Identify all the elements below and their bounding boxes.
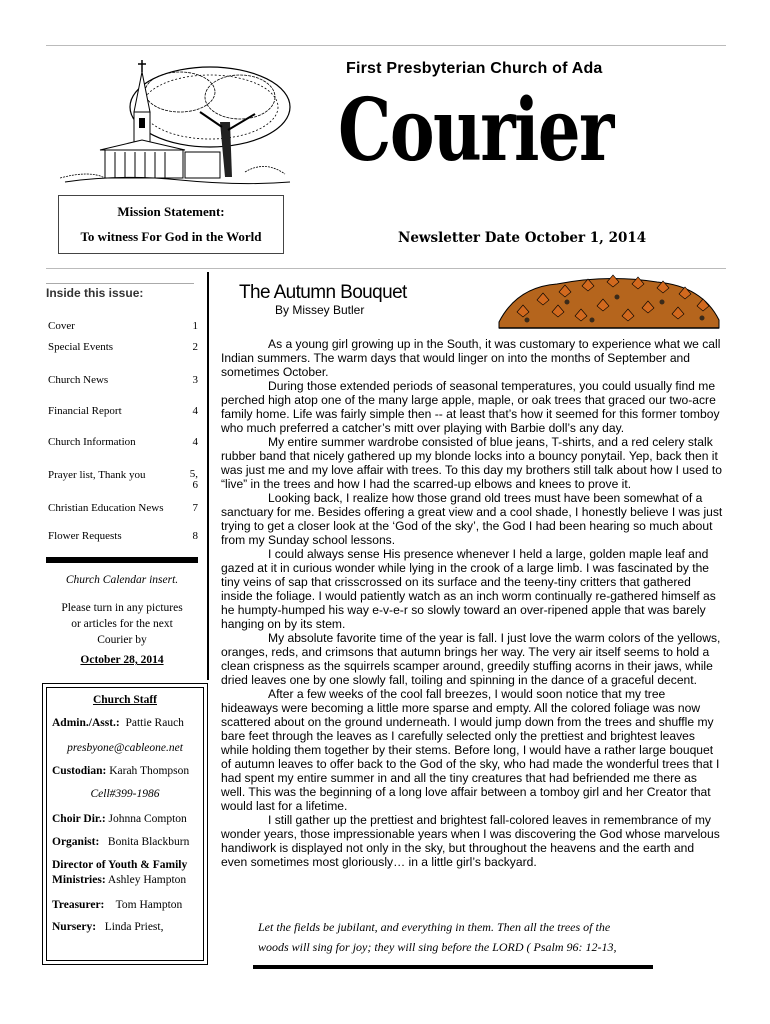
column-divider xyxy=(207,272,209,680)
toc-title: Special Events xyxy=(48,341,114,353)
toc-title: Financial Report xyxy=(48,405,122,417)
toc-title: Cover xyxy=(48,320,75,332)
toc-item xyxy=(48,502,198,514)
toc-page: 2 xyxy=(192,341,198,353)
scripture-line: Let the fields be jubilant, and everything in them. Then all the trees of the xyxy=(258,920,611,934)
staff-name: Linda Priest, xyxy=(104,921,164,933)
toc-page: 7 xyxy=(192,502,198,514)
church-illustration-icon xyxy=(60,52,295,192)
article-paragraph: As a young girl growing up in the South, it was customary to experience what we call Indian summers. The warm days that would linger on into the months of September and sometimes October. xyxy=(221,337,721,379)
staff-name: Pattie Rauch xyxy=(125,717,184,729)
staff-name: Tom Hampton xyxy=(115,899,183,911)
bottom-rule xyxy=(253,965,653,969)
staff-role-label: Admin./Asst.: xyxy=(52,717,120,729)
article-paragraph: My absolute favorite time of the year is fall. I just love the warm colors of the yellows, oranges, reds, and crimsons that autumn brings her way. The very air itself seems to hold a clean crispness as the squirrels scamper around, greedily stuffing acorns in their jaws, while dried leaves one by one slowly fall, toiling and spinning in the dance of a graceful decent. xyxy=(221,631,721,687)
autumn-leaves-icon xyxy=(497,272,722,330)
toc-item xyxy=(48,320,198,332)
toc-page: 5, 6 xyxy=(189,468,198,491)
toc-page: 3 xyxy=(192,374,198,386)
article-paragraph: During those extended periods of seasonal temperatures, you could usually find me perched high atop one of the many large apple, maple, or oak trees that graced our two-acre family home. Life was fairly simple then -- at least that’s how it seemed for this former tomboy who much preferred a catcher’s mitt over playing with Barbie doll’s any day. xyxy=(221,379,720,435)
sidebar-notes xyxy=(46,572,198,668)
toc-item xyxy=(48,341,198,353)
staff-email: presbyone@cableone.net xyxy=(67,742,183,754)
scripture-line: woods will sing for joy; they will sing before the LORD ( Psalm 96: 12-13, xyxy=(258,940,617,954)
masthead-rule xyxy=(46,268,726,269)
toc-page: 4 xyxy=(192,436,198,448)
article-body xyxy=(221,337,723,869)
toc-page: 1 xyxy=(192,320,198,332)
staff-role-label: Ministries: xyxy=(52,874,106,886)
staff-role-label: Custodian: xyxy=(52,765,107,777)
article-title: The Autumn Bouquet xyxy=(239,282,407,303)
staff-name: Bonita Blackburn xyxy=(107,836,190,848)
toc-title: Flower Requests xyxy=(48,530,122,542)
mission-heading: Mission Statement: xyxy=(117,204,225,219)
article-paragraph: I still gather up the prettiest and brightest fall-colored leaves in remembrance of my wonder years, those impressionable years when I was discovering the God whose marvelous handiwork is displayed not only in the sky, but throughout the heavens and the earth and even sometimes most gloriously… in a little girl’s backyard. xyxy=(221,813,720,869)
article-paragraph: My entire summer wardrobe consisted of blue jeans, T-shirts, and a red celery stalk rubber band that nicely gathered up my blonde locks into a bouncy ponytail. Yep, back then it was just me and my love affair with trees. To this day my brothers still talk about how I used to “live” in the trees and how I had the scarred-up elbows and knees to prove it. xyxy=(221,435,722,491)
deadline-date: October 28, 2014 xyxy=(80,654,164,666)
staff-name: Ashley Hampton xyxy=(107,874,187,886)
article-paragraph: After a few weeks of the cool fall breezes, I would soon notice that my tree hideaways were becoming a little more sparse and empty. All the colored foliage was now scattered about on the ground underneath. I would jump down from the trees and shuffle my bare feet through the leaves as I carefully selected only the prettiest and brightest leaves while holding them together by their stems. Before long, I would have a rather large bouquet of autumn leaves to offer back to the God of the sky, who had made the wonderful trees that I had spent my entire summer in and all the tiny creatures that had befriended me there as well. This was the beginning of a long love affair between a tomboy girl and her Creator that would last for a lifetime. xyxy=(221,687,720,813)
article-byline: By Missey Butler xyxy=(275,303,365,317)
newsletter-date: Newsletter Date October 1, 2014 xyxy=(398,230,647,246)
staff-role-label: Director of Youth & Family xyxy=(52,859,188,871)
mission-statement-box xyxy=(58,195,284,254)
toc-page: 8 xyxy=(192,530,198,542)
toc-item xyxy=(48,469,198,491)
staff-name: Johnna Compton xyxy=(108,813,187,825)
submit-note-line: Courier by xyxy=(97,634,147,646)
top-rule xyxy=(46,45,726,46)
toc-title: Prayer list, Thank you xyxy=(48,469,146,481)
toc-title: Church Information xyxy=(48,436,136,448)
sidebar-separator xyxy=(46,557,198,563)
staff-heading: Church Staff xyxy=(92,694,157,706)
article-paragraph: I could always sense His presence whenever I held a large, golden maple leaf and gazed at it in curious wonder while lying in the crook of a large limb. I was fascinated by the tiny veins of sap that crisscrossed on its surface and the teeny-tiny critters that gathered inside the foliage. I would patiently watch as an inch worm continually re-gathered himself as he humpty-humped his way e-v-e-r so slowly toward an over-ripened apple that was barely hanging on by its stem. xyxy=(221,547,716,631)
toc-item xyxy=(48,405,198,417)
toc-item xyxy=(48,374,198,386)
staff-name: Karah Thompson xyxy=(109,765,190,777)
inside-issue-heading: Inside this issue: xyxy=(46,283,194,300)
staff-phone: Cell#399-1986 xyxy=(90,788,160,800)
toc-item xyxy=(48,530,198,542)
submit-note-line: or articles for the next xyxy=(71,618,173,630)
staff-role-label: Choir Dir.: xyxy=(52,813,106,825)
toc-page: 4 xyxy=(192,405,198,417)
calendar-note: Church Calendar insert. xyxy=(65,574,179,586)
submit-note-line: Please turn in any pictures xyxy=(61,602,183,614)
toc-item xyxy=(48,436,198,448)
toc-title: Christian Education News xyxy=(48,502,164,514)
article-paragraph: Looking back, I realize how those grand old trees must have been somewhat of a sanctuary for me. Besides offering a great view and a cool shade, I honestly believe I was just trying to get a closer look at the ‘God of the sky’, the God I had been hearing so much about from my Sunday school lessons. xyxy=(221,491,723,547)
staff-role-label: Treasurer: xyxy=(52,899,105,911)
staff-role-label: Nursery: xyxy=(52,921,97,933)
newsletter-title: Courier xyxy=(338,80,613,181)
scripture-quote xyxy=(258,917,688,957)
church-staff-box xyxy=(42,683,208,965)
staff-role-label: Organist: xyxy=(52,836,100,848)
toc-title: Church News xyxy=(48,374,109,386)
mission-text: To witness For God in the World xyxy=(80,229,262,244)
church-name: First Presbyterian Church of Ada xyxy=(346,60,603,77)
